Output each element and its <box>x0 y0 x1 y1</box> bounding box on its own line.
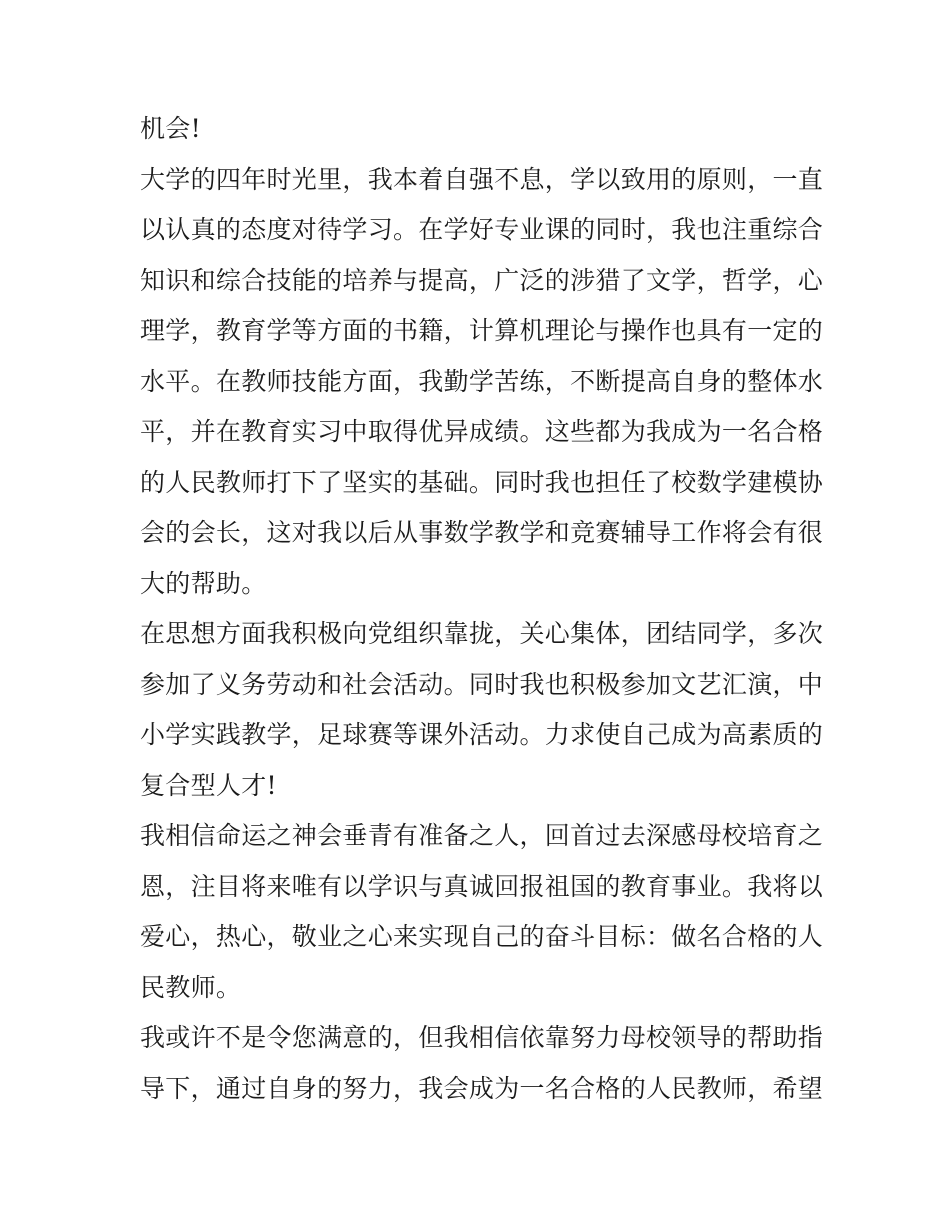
text-line: 机会! <box>140 114 201 143</box>
text-line: 平，并在教育实习中取得优异成绩。这些都为我成为一名合格 <box>140 417 824 446</box>
text-line: 大的帮助。 <box>140 568 267 598</box>
text-line: 爱心，热心，敬业之心来实现自己的奋斗目标：做名合格的人 <box>140 922 824 951</box>
text-line: 知识和综合技能的培养与提高，广泛的涉猎了文学，哲学，心 <box>140 265 824 295</box>
text-line: 大学的四年时光里，我本着自强不息，学以致用的原则，一直 <box>140 164 824 194</box>
text-line: 的人民教师打下了坚实的基础。同时我也担任了校数学建模协 <box>140 467 824 497</box>
text-line: 导下，通过自身的努力，我会成为一名合格的人民教师，希望 <box>140 1073 824 1103</box>
text-line: 会的会长，这对我以后从事数学教学和竞赛辅导工作将会有很 <box>140 518 824 547</box>
text-line: 理学，教育学等方面的书籍，计算机理论与操作也具有一定的 <box>140 316 824 345</box>
body-text <box>140 104 824 1114</box>
text-line: 小学实践教学，足球赛等课外活动。力求使自己成为高素质的 <box>140 720 824 749</box>
text-line: 我或许不是令您满意的，但我相信依靠努力母校领导的帮助指 <box>140 1023 824 1052</box>
text-line: 以认真的态度对待学习。在学好专业课的同时，我也注重综合 <box>140 215 824 244</box>
text-line: 恩，注目将来唯有以学识与真诚回报祖国的教育事业。我将以 <box>140 871 824 901</box>
text-line: 水平。在教师技能方面，我勤学苦练，不断提高自身的整体水 <box>140 366 824 396</box>
text-line: 民教师。 <box>140 972 242 1002</box>
text-line: 在思想方面我积极向党组织靠拢，关心集体，团结同学，多次 <box>140 619 824 648</box>
text-line: 参加了义务劳动和社会活动。同时我也积极参加文艺汇演，中 <box>140 669 824 699</box>
text-line: 复合型人才! <box>140 770 277 800</box>
text-line: 我相信命运之神会垂青有准备之人，回首过去深感母校培育之 <box>140 821 824 850</box>
